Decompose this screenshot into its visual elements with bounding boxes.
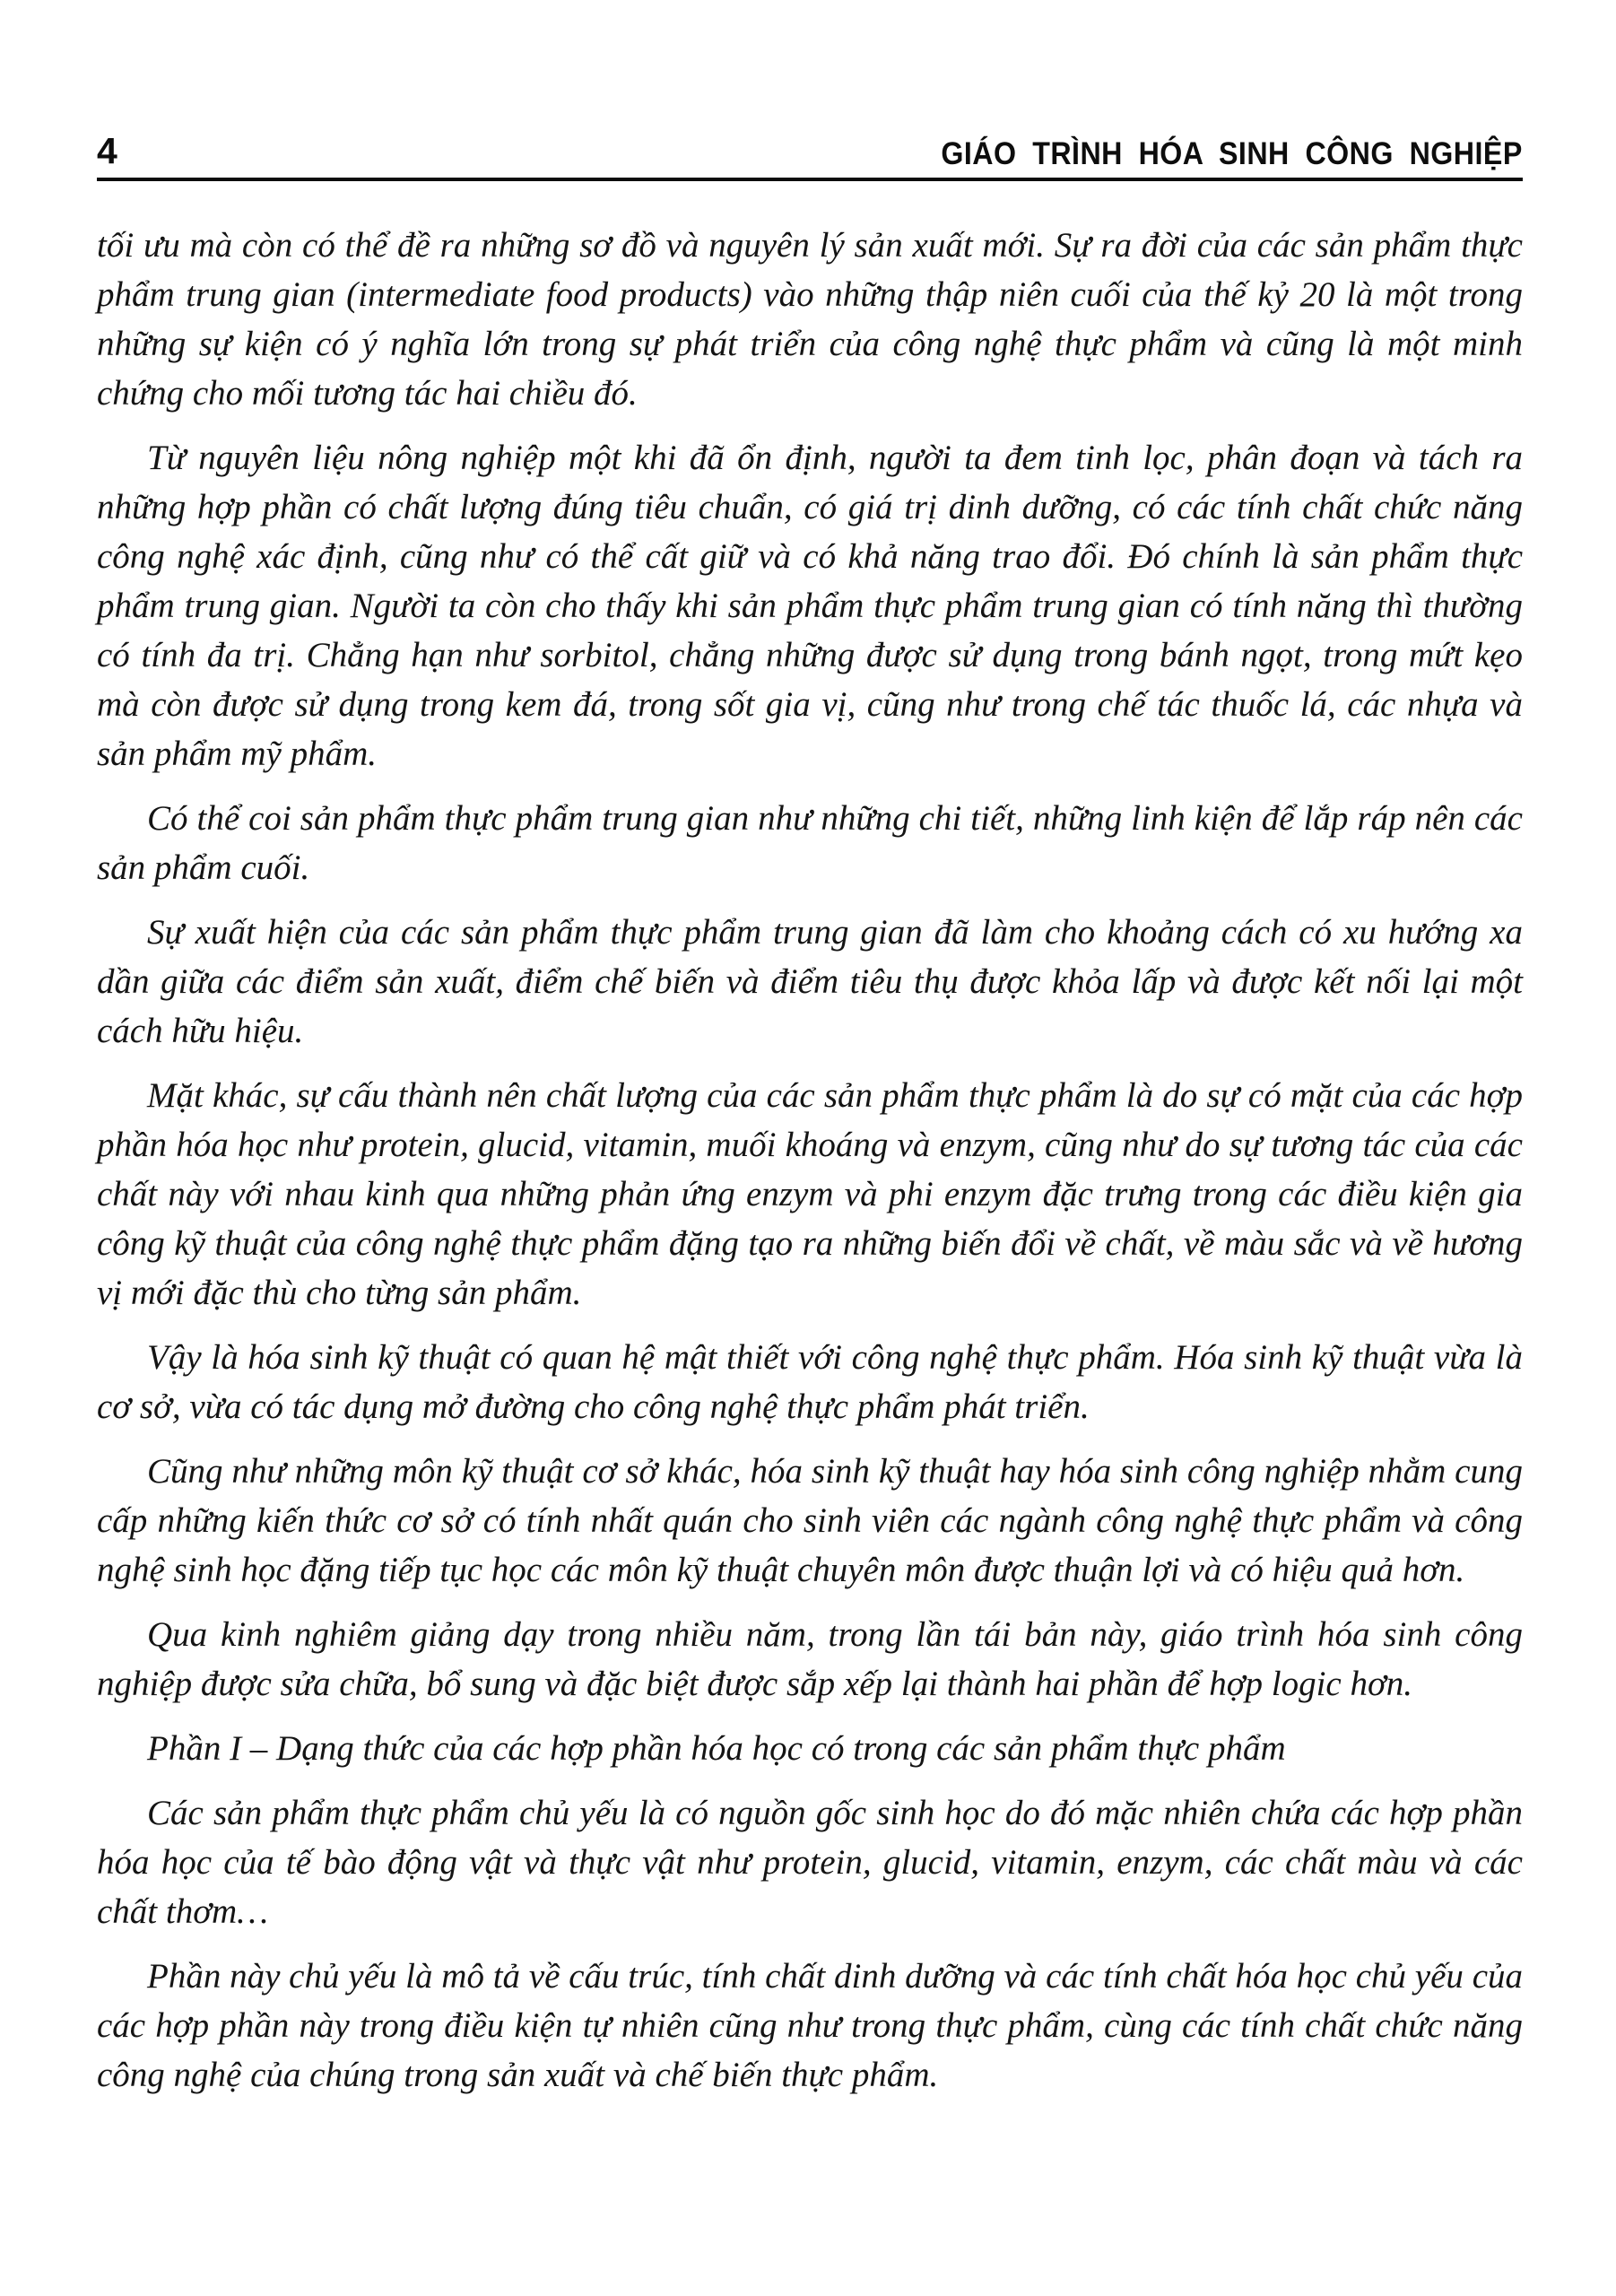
paragraph: Mặt khác, sự cấu thành nên chất lượng của các sản phẩm thực phẩm là do sự có mặt của các hợp phần hóa học như protein, glucid, vitamin, muối khoáng và enzym, cũng như do sự tương tác của các chất này với nhau kinh qua những phản ứng enzym và phi enzym đặc trưng trong các điều kiện gia công kỹ thuật của công nghệ thực phẩm đặng tạo ra những biến đổi về chất, về màu sắc và về hương vị mới đặc thù cho từng sản phẩm. <box>97 1076 1523 1312</box>
running-title: GIÁO TRÌNH HÓA SINH CÔNG NGHIỆP <box>941 136 1523 171</box>
paragraph: Sự xuất hiện của các sản phẩm thực phẩm trung gian đã làm cho khoảng cách có xu hướng xa dần giữa các điểm sản xuất, điểm chế biến và điểm tiêu thụ được khỏa lấp và được kết nối lại một cách hữu hiệu. <box>97 913 1523 1050</box>
body-text <box>97 221 1523 2100</box>
paragraph: tối ưu mà còn có thể đề ra những sơ đồ và nguyên lý sản xuất mới. Sự ra đời của các sản phẩm thực phẩm trung gian (intermediate food products) vào những thập niên cuối của thế kỷ 20 là một trong những sự kiện có ý nghĩa lớn trong sự phát triển của công nghệ thực phẩm và cũng là một minh chứng cho mối tương tác hai chiều đó. <box>97 226 1523 413</box>
paragraph: Vậy là hóa sinh kỹ thuật có quan hệ mật thiết với công nghệ thực phẩm. Hóa sinh kỹ thuật vừa là cơ sở, vừa có tác dụng mở đường cho công nghệ thực phẩm phát triển. <box>97 1338 1523 1426</box>
page-number: 4 <box>97 130 117 171</box>
page-header <box>97 130 1523 171</box>
paragraph: Có thể coi sản phẩm thực phẩm trung gian như những chi tiết, những linh kiện để lắp ráp nên các sản phẩm cuối. <box>97 799 1523 887</box>
paragraph: Cũng như những môn kỹ thuật cơ sở khác, hóa sinh kỹ thuật hay hóa sinh công nghiệp nhằm cung cấp những kiến thức cơ sở có tính nhất quán cho sinh viên các ngành công nghệ thực phẩm và công nghệ sinh học đặng tiếp tục học các môn kỹ thuật chuyên môn được thuận lợi và có hiệu quả hơn. <box>97 1452 1523 1589</box>
paragraph: Từ nguyên liệu nông nghiệp một khi đã ổn định, người ta đem tinh lọc, phân đoạn và tách ra những hợp phần có chất lượng đúng tiêu chuẩn, có giá trị dinh dưỡng, có các tính chất chức năng công nghệ xác định, cũng như có thể cất giữ và có khả năng trao đổi. Đó chính là sản phẩm thực phẩm trung gian. Người ta còn cho thấy khi sản phẩm thực phẩm trung gian có tính năng thì thường có tính đa trị. Chẳng hạn như sorbitol, chẳng những được sử dụng trong bánh ngọt, trong mứt kẹo mà còn được sử dụng trong kem đá, trong sốt gia vị, cũng như trong chế tác thuốc lá, các nhựa và sản phẩm mỹ phẩm. <box>97 439 1523 773</box>
paragraph: Qua kinh nghiêm giảng dạy trong nhiều năm, trong lần tái bản này, giáo trình hóa sinh công nghiệp được sửa chữa, bổ sung và đặc biệt được sắp xếp lại thành hai phần để hợp logic hơn. <box>97 1615 1523 1703</box>
paragraph: Các sản phẩm thực phẩm chủ yếu là có nguồn gốc sinh học do đó mặc nhiên chứa các hợp phần hóa học của tế bào động vật và thực vật như protein, glucid, vitamin, enzym, các chất màu và các chất thơm… <box>97 1794 1523 1931</box>
paragraph: Phần này chủ yếu là mô tả về cấu trúc, tính chất dinh dưỡng và các tính chất hóa học chủ yếu của các hợp phần này trong điều kiện tự nhiên cũng như trong thực phẩm, cùng các tính chất chức năng công nghệ của chúng trong sản xuất và chế biến thực phẩm. <box>97 1957 1523 2094</box>
paragraph-part-heading: Phần I – Dạng thức của các hợp phần hóa học có trong các sản phẩm thực phẩm <box>147 1729 1286 1768</box>
header-rule <box>97 178 1523 181</box>
